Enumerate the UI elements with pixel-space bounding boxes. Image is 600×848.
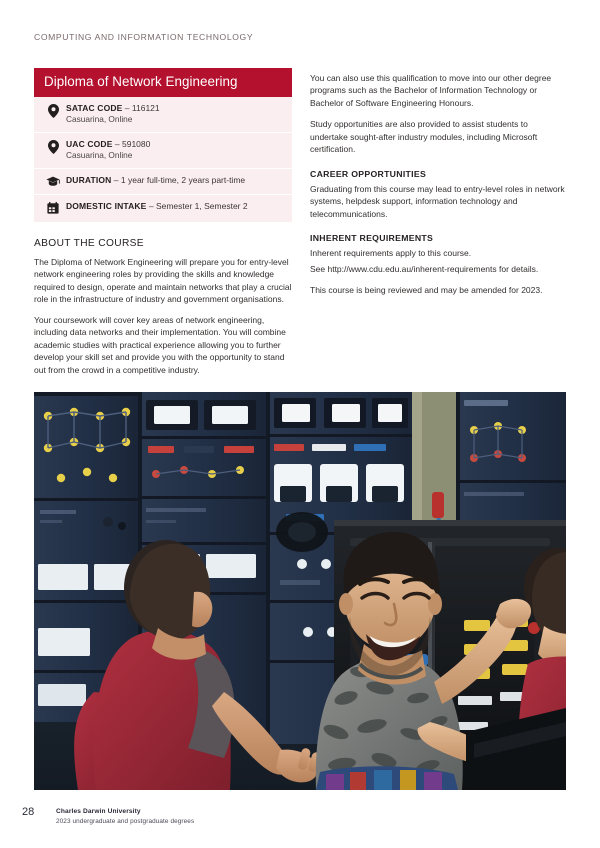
calendar-icon xyxy=(43,201,63,214)
detail-separator: – xyxy=(112,138,122,149)
graduation-cap-icon xyxy=(43,175,63,187)
about-the-course-heading: ABOUT THE COURSE xyxy=(34,237,144,249)
map-pin-icon xyxy=(43,103,63,118)
footer-subtitle: 2023 undergraduate and postgraduate degrees xyxy=(56,817,195,825)
detail-body xyxy=(63,139,150,162)
pathway-paragraph: You can also use this qualification to move into our other degree programs such as the Bachelor of Information Technology or Bachelor of Software Engineering Honours. xyxy=(310,73,552,108)
detail-sub: Casuarina, Online xyxy=(66,150,133,161)
photo-illustration xyxy=(34,392,566,790)
course-review-notice: This course is being reviewed and may be amended for 2023. xyxy=(310,285,543,296)
about-paragraph-2: Your coursework will cover key areas of network engineering, including data networks and their implementation. You will combine academic studies with practical experience allowing you to further develop your skill set and provide you with the opportunity to stand out from the crowd in a competitive industry. xyxy=(34,314,286,375)
left-column xyxy=(34,68,292,376)
page-footer xyxy=(22,806,194,826)
course-title-bar: Diploma of Network Engineering xyxy=(34,68,292,97)
table-row xyxy=(34,133,292,169)
table-row xyxy=(34,195,292,221)
detail-value: Semester 1, Semester 2 xyxy=(155,200,248,211)
detail-value: 1 year full-time, 2 years part-time xyxy=(120,174,246,185)
course-details-table xyxy=(34,97,292,222)
inherent-requirements-heading: INHERENT REQUIREMENTS xyxy=(310,233,434,244)
inherent-requirements-paragraph-1: Inherent requirements apply to this course. xyxy=(310,248,472,259)
table-row xyxy=(34,97,292,133)
detail-separator: – xyxy=(146,200,156,211)
detail-sub: Casuarina, Online xyxy=(66,114,133,125)
career-opportunities-paragraph: Graduating from this course may lead to entry-level roles in network systems, helpdesk support, information technology and telecommunications. xyxy=(310,183,565,219)
course-photo xyxy=(34,392,566,790)
detail-separator: – xyxy=(111,174,121,185)
detail-label: DOMESTIC INTAKE xyxy=(66,200,147,211)
detail-label: UAC CODE xyxy=(66,138,113,149)
section-kicker: COMPUTING AND INFORMATION TECHNOLOGY xyxy=(34,32,254,42)
footer-organisation: Charles Darwin University xyxy=(56,808,141,815)
detail-body xyxy=(63,175,245,186)
detail-value: 591080 xyxy=(122,138,151,149)
table-row xyxy=(34,169,292,195)
map-pin-icon xyxy=(43,139,63,154)
study-opportunities-paragraph: Study opportunities are also provided to assist students to undertake sought-after industry modules, including Microsoft certification. xyxy=(310,119,538,155)
detail-separator: – xyxy=(122,102,132,113)
detail-body xyxy=(63,201,248,212)
detail-body xyxy=(63,103,160,126)
detail-value: 116121 xyxy=(131,102,160,113)
detail-label: DURATION xyxy=(66,174,112,185)
detail-label: SATAC CODE xyxy=(66,102,123,113)
career-opportunities-heading: CAREER OPPORTUNITIES xyxy=(310,168,427,179)
page-number: 28 xyxy=(22,806,35,818)
about-paragraph-1: The Diploma of Network Engineering will prepare you for entry-level network engineering roles by providing the skills and knowledge required to design, operate and maintain networks that play a crucial role in the infrastructure of industry and government organisations. xyxy=(34,256,292,305)
footer-text xyxy=(56,806,194,826)
right-column xyxy=(310,72,566,306)
inherent-requirements-link-text: See http://www.cdu.edu.au/inherent-requirements for details. xyxy=(310,263,539,274)
two-column-content xyxy=(0,68,600,378)
